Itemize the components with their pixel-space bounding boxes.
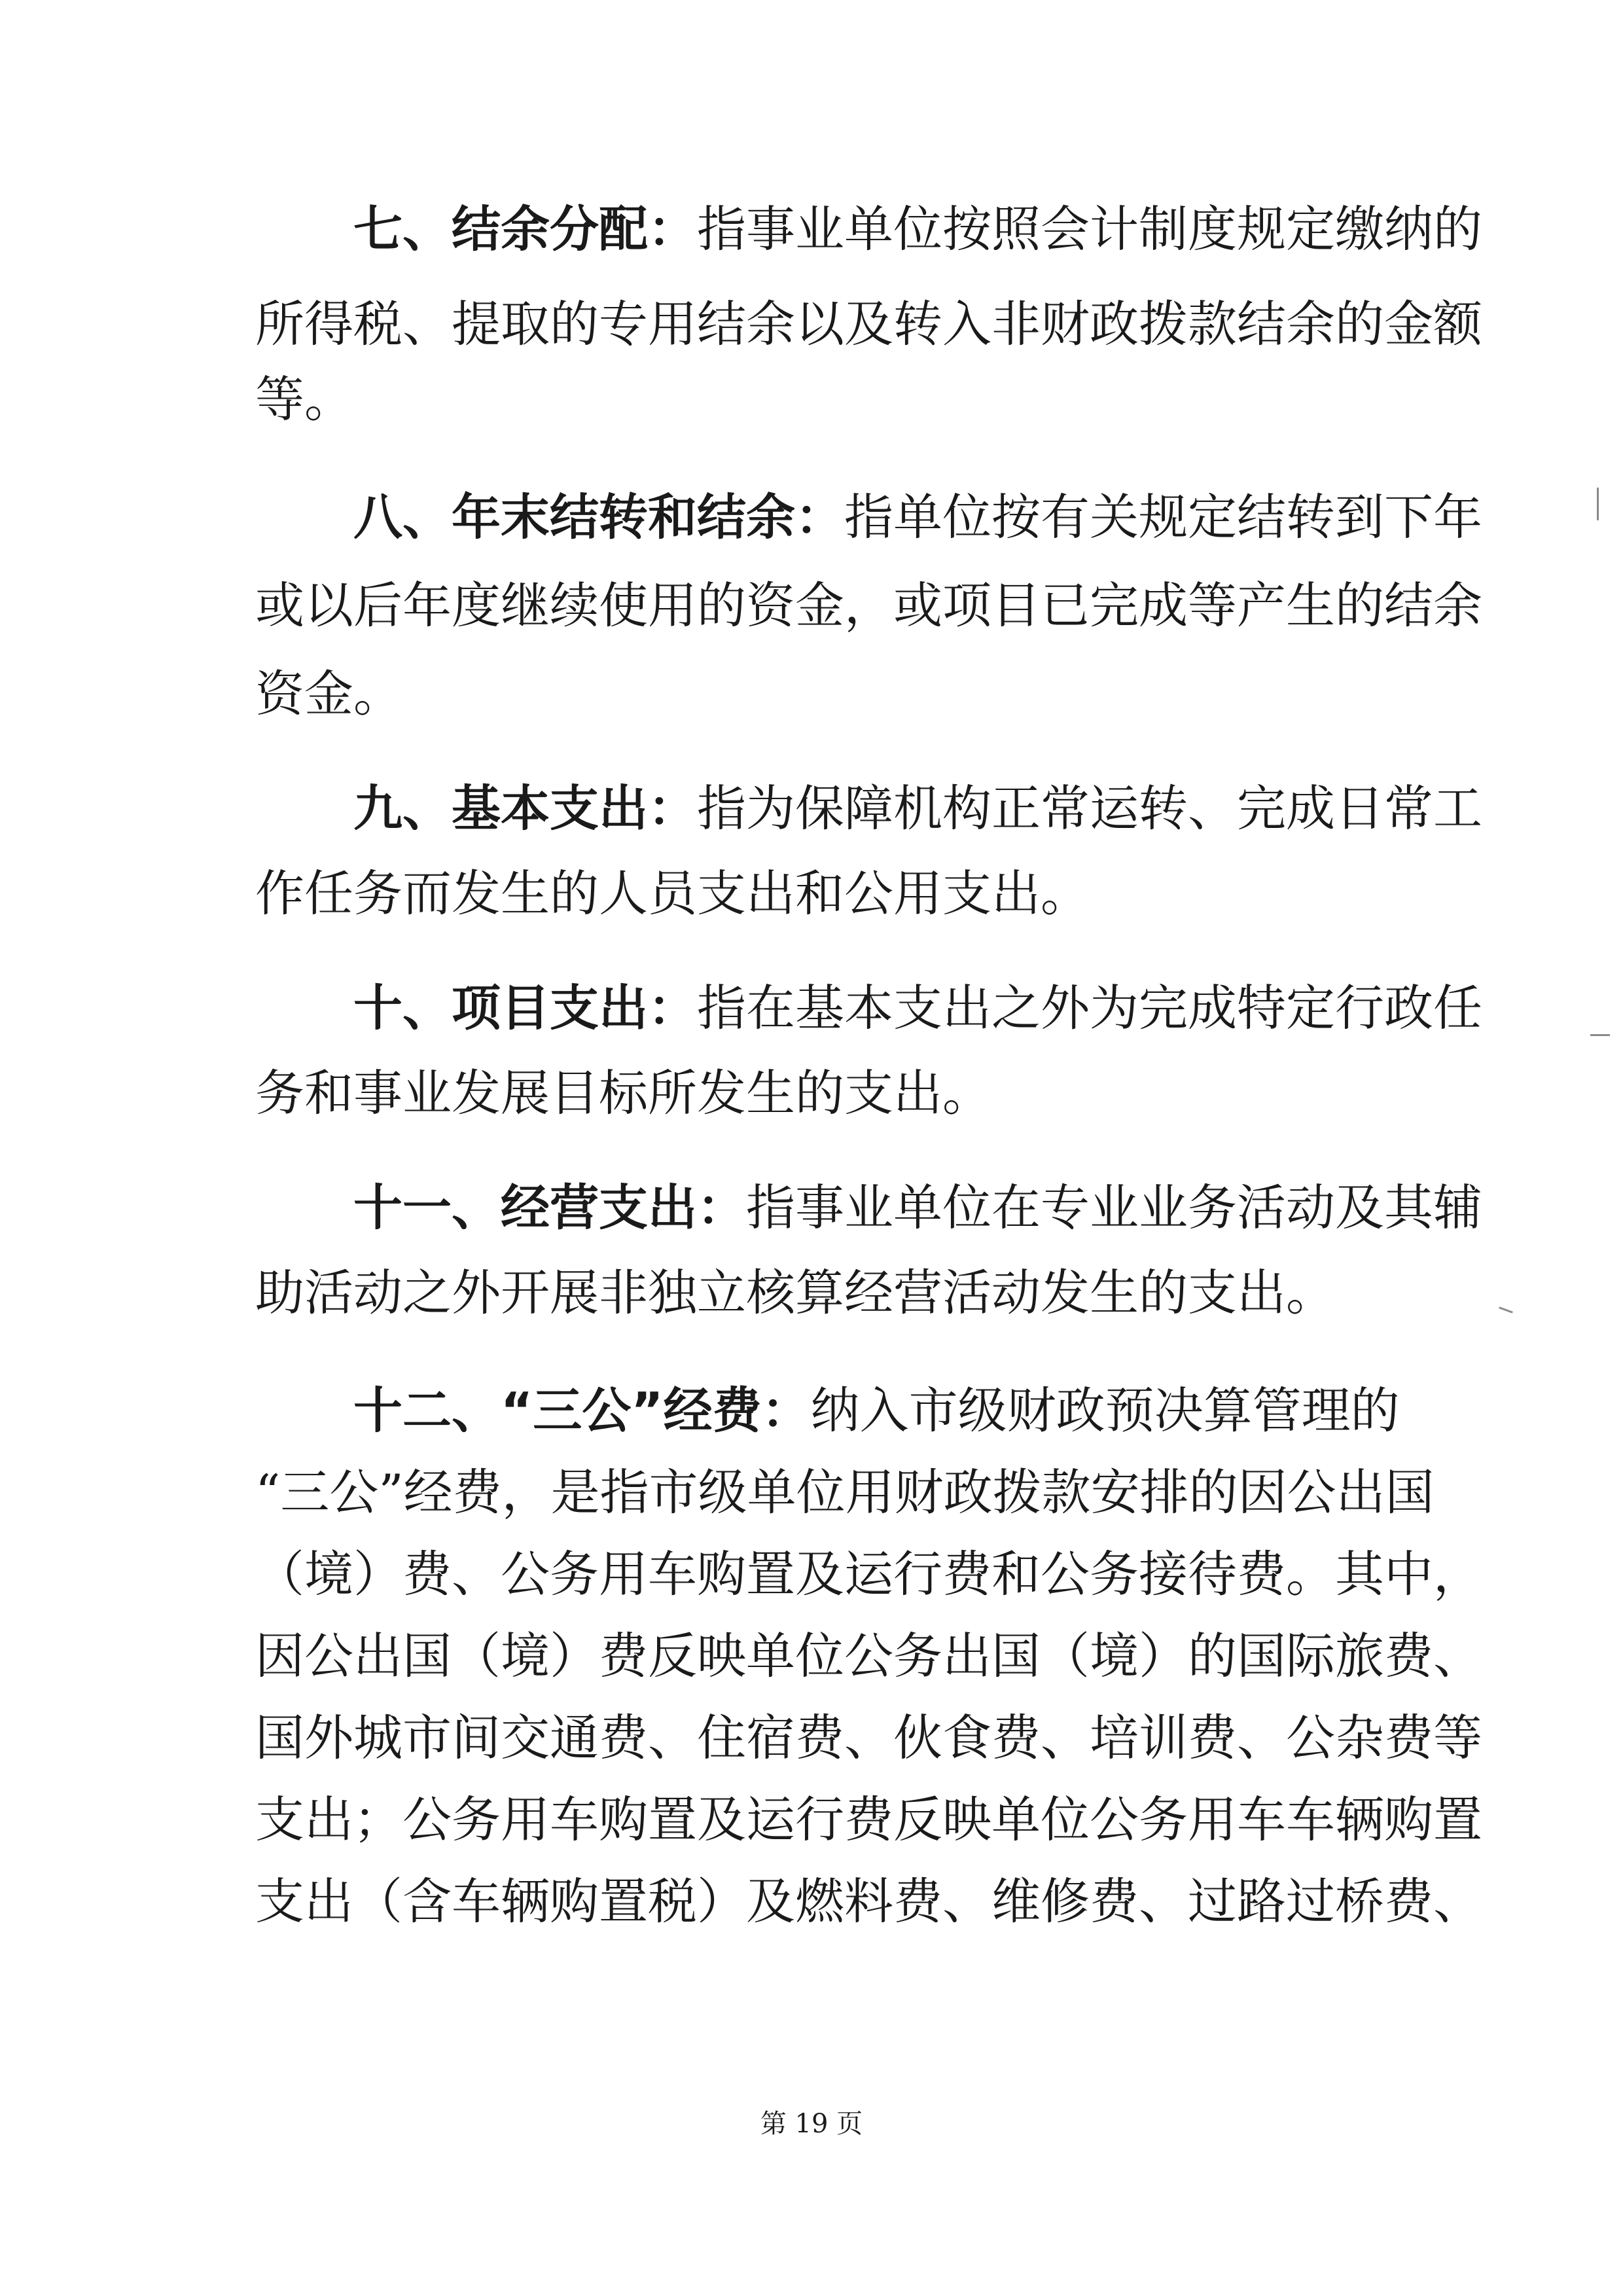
paragraph-12-line-1 xyxy=(353,1374,1400,1446)
paragraph-9-line-1 xyxy=(353,772,1483,844)
paragraph-7-line-3: 等。 xyxy=(255,370,354,428)
paragraph-10-line-1 xyxy=(353,972,1483,1044)
term-heading: 九、基本支出： xyxy=(353,780,698,837)
paragraph-text: 指在基本支出之外为完成特定行政任 xyxy=(697,979,1483,1037)
term-heading: 十、项目支出： xyxy=(353,979,698,1037)
paragraph-11-line-1 xyxy=(353,1172,1483,1244)
paragraph-text: 指单位按有关规定结转到下年 xyxy=(844,488,1483,546)
paragraph-8-line-3: 资金。 xyxy=(255,665,403,723)
paragraph-10-line-2: 务和事业发展目标所发生的支出。 xyxy=(255,1064,992,1122)
paragraph-7-line-2: 所得税、提取的专用结余以及转入非财政拨款结余的金额 xyxy=(255,295,1483,353)
scan-mark xyxy=(1597,488,1599,520)
paragraph-12-line-2: “三公”经费，是指市级单位用财政拨款安排的因公出国 xyxy=(255,1463,1435,1521)
paragraph-12-line-6: 支出；公务用车购置及运行费反映单位公务用车车辆购置 xyxy=(255,1791,1483,1848)
scan-mark xyxy=(1590,1034,1610,1036)
paragraph-12-line-4: 因公出国（境）费反映单位公务出国（境）的国际旅费、 xyxy=(255,1627,1483,1685)
term-heading: 十一、经营支出： xyxy=(353,1179,747,1236)
paragraph-8-line-2: 或以后年度继续使用的资金，或项目已完成等产生的结余 xyxy=(255,577,1483,634)
page-number: 第 19 页 xyxy=(760,2109,863,2139)
paragraph-12-line-7: 支出（含车辆购置税）及燃料费、维修费、过路过桥费、 xyxy=(255,1873,1483,1930)
paragraph-12-line-5: 国外城市间交通费、住宿费、伙食费、培训费、公杂费等 xyxy=(255,1709,1483,1767)
term-heading: 八、年末结转和结余： xyxy=(353,488,845,546)
paragraph-11-line-2: 助活动之外开展非独立核算经营活动发生的支出。 xyxy=(255,1264,1336,1321)
paragraph-7-line-1 xyxy=(353,193,1483,265)
paragraph-8-line-1 xyxy=(353,481,1483,553)
scan-mark xyxy=(1499,1306,1513,1313)
paragraph-text: 指事业单位在专业业务活动及其辅 xyxy=(746,1179,1483,1236)
term-heading: 七、结余分配： xyxy=(353,200,698,258)
paragraph-text: 指事业单位按照会计制度规定缴纳的 xyxy=(697,200,1483,258)
paragraph-text: 指为保障机构正常运转、完成日常工 xyxy=(697,780,1483,837)
term-heading: 十二、“三公”经费： xyxy=(353,1382,811,1439)
paragraph-12-line-3: （境）费、公务用车购置及运行费和公务接待费。其中， xyxy=(255,1545,1483,1603)
paragraph-text: 纳入市级财政预决算管理的 xyxy=(810,1382,1400,1439)
paragraph-9-line-2: 作任务而发生的人员支出和公用支出。 xyxy=(255,865,1090,922)
